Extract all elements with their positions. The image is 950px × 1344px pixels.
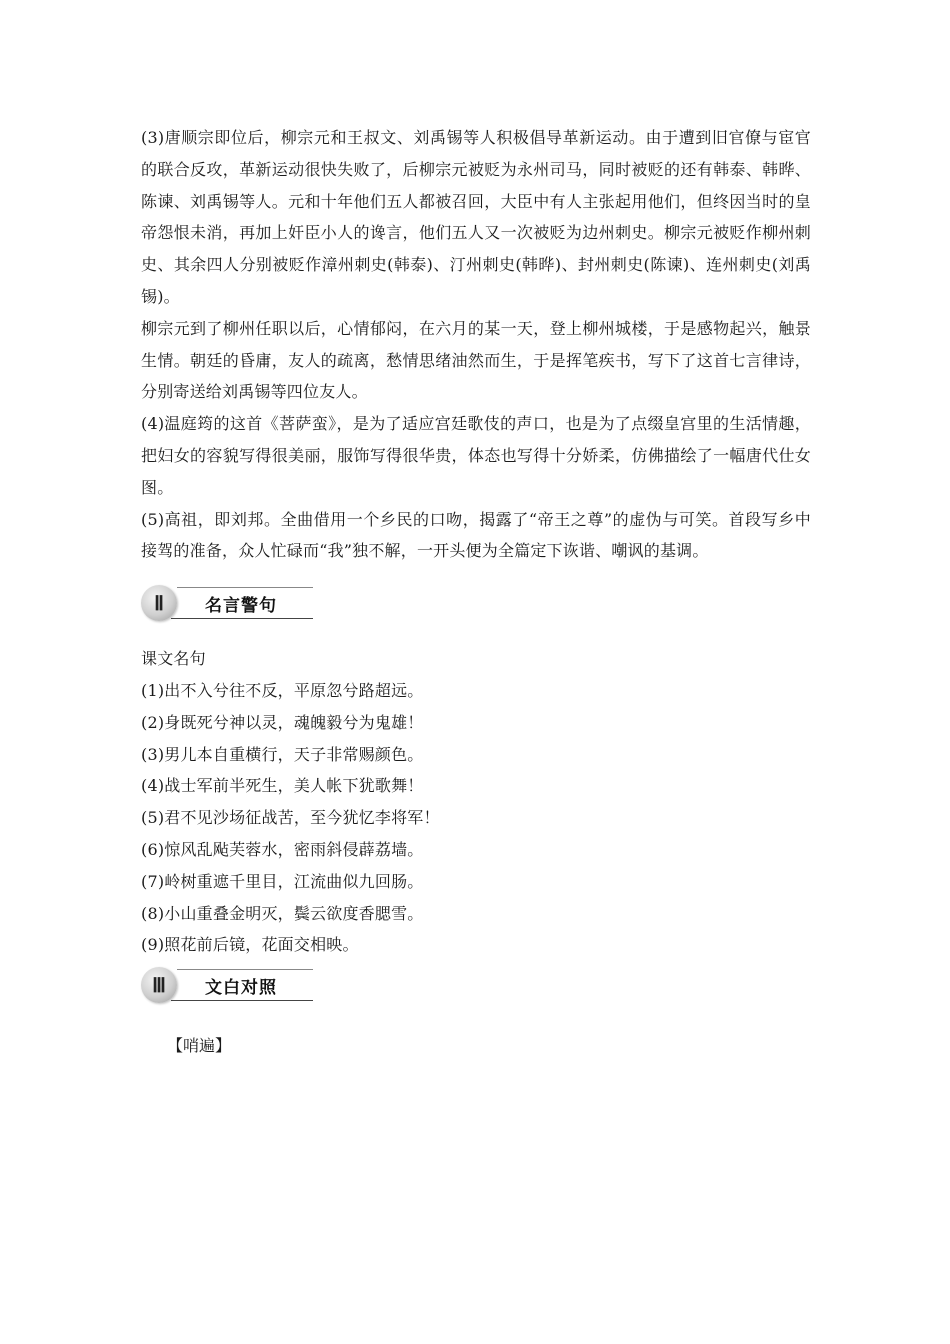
- roman-numeral-badge: Ⅱ: [141, 585, 177, 621]
- body-paragraph-5: (5)高祖，即刘邦。全曲借用一个乡民的口吻，揭露了“帝王之尊”的虚伪与可笑。首段写乡中接驾的准备，众人忙碌而“我”独不解，一开头便为全篇定下诙谐、嘲讽的基调。: [141, 509, 811, 561]
- quote-line-2: (2)身既死兮神以灵，魂魄毅兮为鬼雄！: [141, 712, 424, 732]
- quote-line-3: (3)男儿本自重横行，天子非常赐颜色。: [141, 744, 424, 764]
- section-subtitle: 课文名句: [141, 649, 206, 669]
- document-page: [141, 122, 811, 1056]
- section-title: 文白对照: [205, 978, 277, 999]
- quote-line-6: (6)惊风乱飐芙蓉水，密雨斜侵薜荔墙。: [141, 839, 424, 859]
- section-header-parallel-text: [141, 967, 313, 1007]
- poem-title-label: 【哨遍】: [167, 1036, 232, 1056]
- quote-line-4: (4)战士军前半死生，美人帐下犹歌舞！: [141, 776, 424, 796]
- roman-numeral-badge: Ⅲ: [141, 967, 177, 1003]
- quote-line-5: (5)君不见沙场征战苦，至今犹忆李将军！: [141, 808, 440, 828]
- header-top-rule: [177, 969, 313, 970]
- header-bottom-rule: [171, 1000, 313, 1001]
- quote-line-7: (7)岭树重遮千里目，江流曲似九回肠。: [141, 871, 424, 891]
- section-title: 名言警句: [205, 596, 277, 617]
- quote-line-9: (9)照花前后镜，花面交相映。: [141, 935, 359, 955]
- header-top-rule: [177, 587, 313, 588]
- section-header-famous-quotes: [141, 585, 313, 625]
- body-paragraph-liu: 柳宗元到了柳州任职以后，心情郁闷，在六月的某一天，登上柳州城楼，于是感物起兴，触景生情。朝廷的昏庸，友人的疏离，愁情思绪油然而生，于是挥笔疾书，写下了这首七言律诗，分别寄送给刘禹锡等四位友人。: [141, 318, 811, 402]
- body-paragraph-4: (4)温庭筠的这首《菩萨蛮》，是为了适应宫廷歌伎的声口，也是为了点缀皇宫里的生活情趣，把妇女的容貌写得很美丽，服饰写得很华贵，体态也写得十分娇柔，仿佛描绘了一幅唐代仕女图。: [141, 414, 811, 497]
- header-bottom-rule: [171, 618, 313, 619]
- body-paragraph-3: (3)唐顺宗即位后，柳宗元和王叔文、刘禹锡等人积极倡导革新运动。由于遭到旧官僚与宦官的联合反攻，革新运动很快失败了，后柳宗元被贬为永州司马，同时被贬的还有韩泰、韩晔、陈谏、刘禹锡等人。元和十年他们五人都被召回，大臣中有人主张起用他们，但终因当时的皇帝怨恨未消，再加上奸臣小人的谗言，他们五人又一次被贬为边州刺史。柳宗元被贬作柳州刺史、其余四人分别被贬作漳州刺史(韩泰)、汀州刺史(韩晔)、封州刺史(陈谏)、连州刺史(刘禹锡)。: [141, 128, 811, 306]
- quote-line-1: (1)出不入兮往不反，平原忽兮路超远。: [141, 680, 424, 700]
- quote-line-8: (8)小山重叠金明灭，鬓云欲度香腮雪。: [141, 903, 424, 923]
